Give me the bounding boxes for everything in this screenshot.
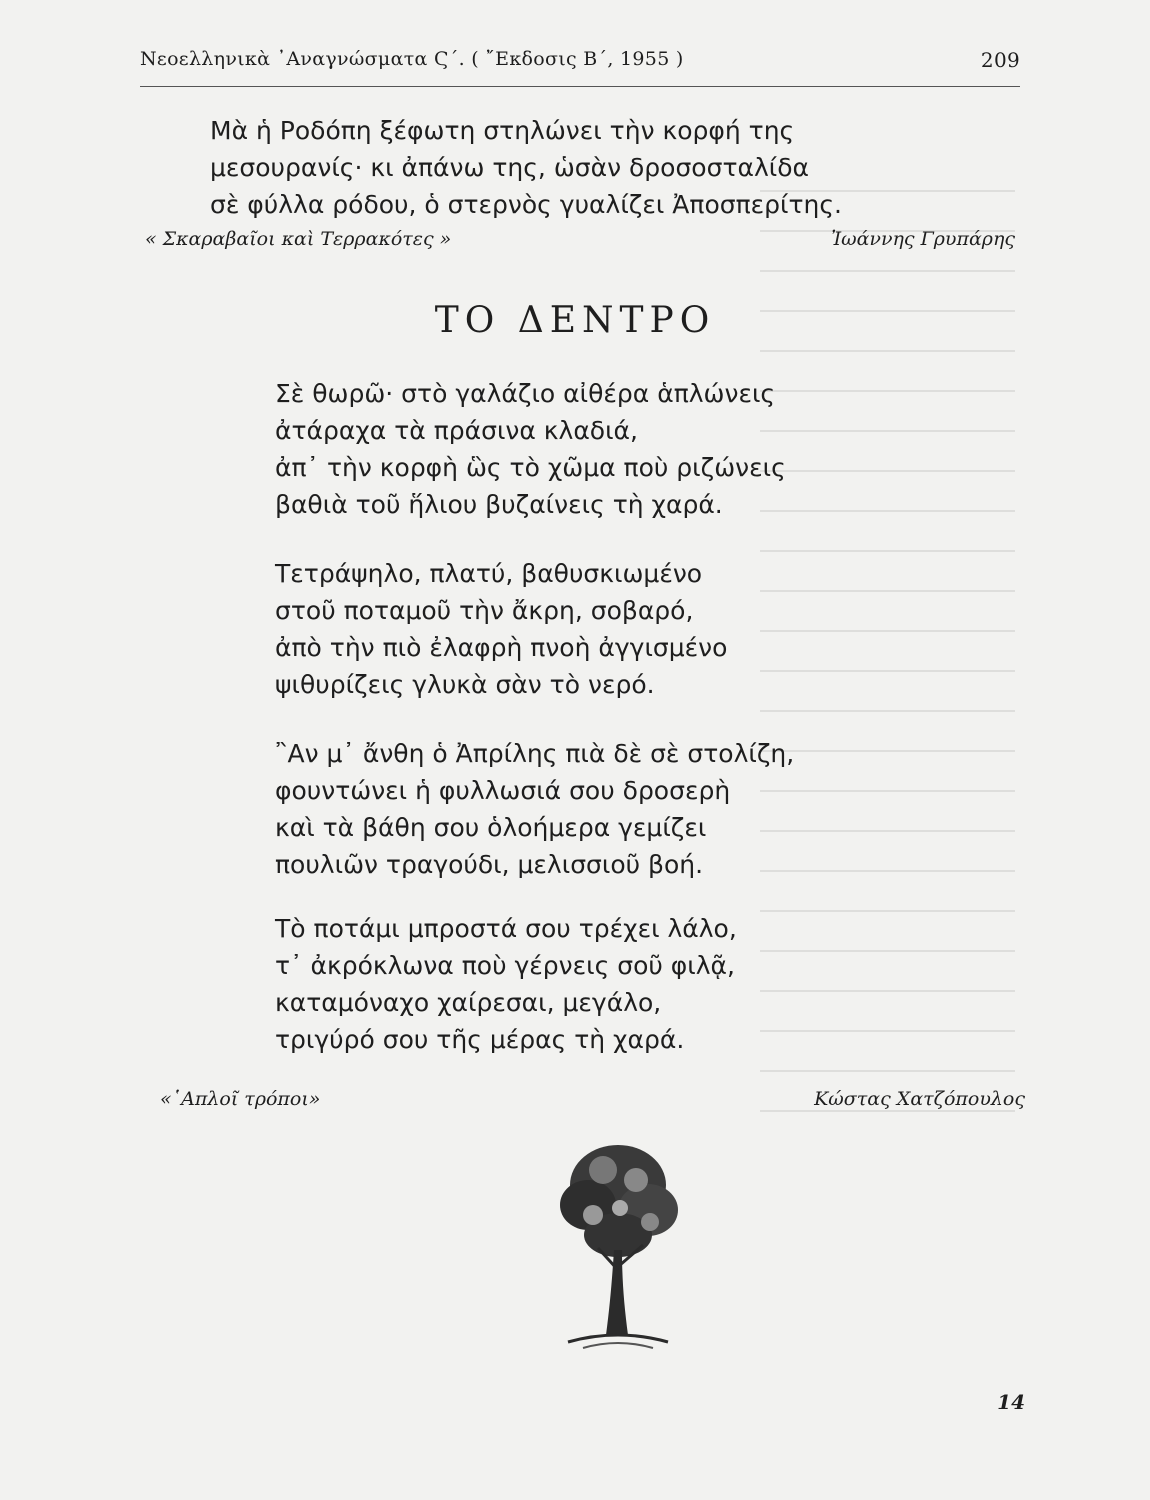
verse-line: ἀπὸ τὴν πιὸ ἐλαφρὴ πνοὴ ἀγγισμένο: [275, 633, 728, 662]
verse-line: στοῦ ποταμοῦ τὴν ἄκρη, σοβαρό,: [275, 596, 694, 625]
verse-line: μεσουρανίς· κι ἀπάνω της, ὡσὰν δροσοσταλίδα: [210, 153, 809, 182]
stanza-1: [275, 375, 786, 523]
verse-line: πουλιῶν τραγούδι, μελισσιοῦ βοή.: [275, 850, 704, 879]
header-rule: [140, 86, 1020, 87]
verse-line: καταμόναχο χαίρεσαι, μεγάλο,: [275, 988, 662, 1017]
verse-line: ἀπ᾿ τὴν κορφὴ ὣς τὸ χῶμα ποὺ ριζώνεις: [275, 453, 786, 482]
verse-line: καὶ τὰ βάθη σου ὁλοήμερα γεμίζει: [275, 813, 707, 842]
running-header: [140, 48, 1020, 78]
prev-poem-author: Ἰωάννης Γρυπάρης: [831, 228, 1015, 250]
stanza-4: [275, 910, 737, 1058]
signature-mark: 14: [997, 1390, 1025, 1414]
verse-line: βαθιὰ τοῦ ἥλιου βυζαίνεις τὴ χαρά.: [275, 490, 723, 519]
poem-author: Κώστας Χατζόπουλος: [814, 1088, 1025, 1110]
prev-poem-source: « Σκαραβαῖοι καὶ Τερρακότες »: [145, 228, 452, 250]
verse-line: σὲ φύλλα ρόδου, ὁ στερνὸς γυαλίζει Ἀποσπερίτης.: [210, 190, 843, 219]
stanza-3: [275, 735, 794, 883]
verse-line: Τετράψηλο, πλατύ, βαθυσκιωμένο: [275, 559, 703, 588]
poem-title: ΤΟ ΔΕΝΤΡΟ: [434, 300, 716, 341]
verse-line: φουντώνει ἡ φυλλωσιά σου δροσερὴ: [275, 776, 731, 805]
poem-source: «῾Απλοῖ τρόποι»: [160, 1088, 321, 1110]
verse-line: Τὸ ποτάμι μπροστά σου τρέχει λάλο,: [275, 914, 737, 943]
verse-line: Μὰ ἡ Ροδόπη ξέφωτη στηλώνει τὴν κορφή της: [210, 116, 795, 145]
verse-line: τ᾿ ἀκρόκλωνα ποὺ γέρνεις σοῦ φιλᾷ,: [275, 951, 735, 980]
tree-icon: [548, 1130, 688, 1360]
stanza-2: [275, 555, 727, 703]
verse-line: ἀτάραχα τὰ πράσινα κλαδιά,: [275, 416, 638, 445]
verse-line: ῍Αν μ᾿ ἄνθη ὁ Ἀπρίλης πιὰ δὲ σὲ στολίζη,: [275, 739, 795, 768]
verse-line: ψιθυρίζεις γλυκὰ σὰν τὸ νερό.: [275, 670, 655, 699]
page-number: 209: [980, 48, 1020, 72]
prev-poem-lines: [210, 112, 842, 223]
verse-line: Σὲ θωρῶ· στὸ γαλάζιο αἰθέρα ἁπλώνεις: [275, 379, 776, 408]
running-title: Νεοελληνικὰ ᾿Αναγνώσματα Ϛ΄. ( ῎Εκδοσις Β΄, 1955 ): [140, 48, 684, 70]
verse-line: τριγύρό σου τῆς μέρας τὴ χαρά.: [275, 1025, 685, 1054]
